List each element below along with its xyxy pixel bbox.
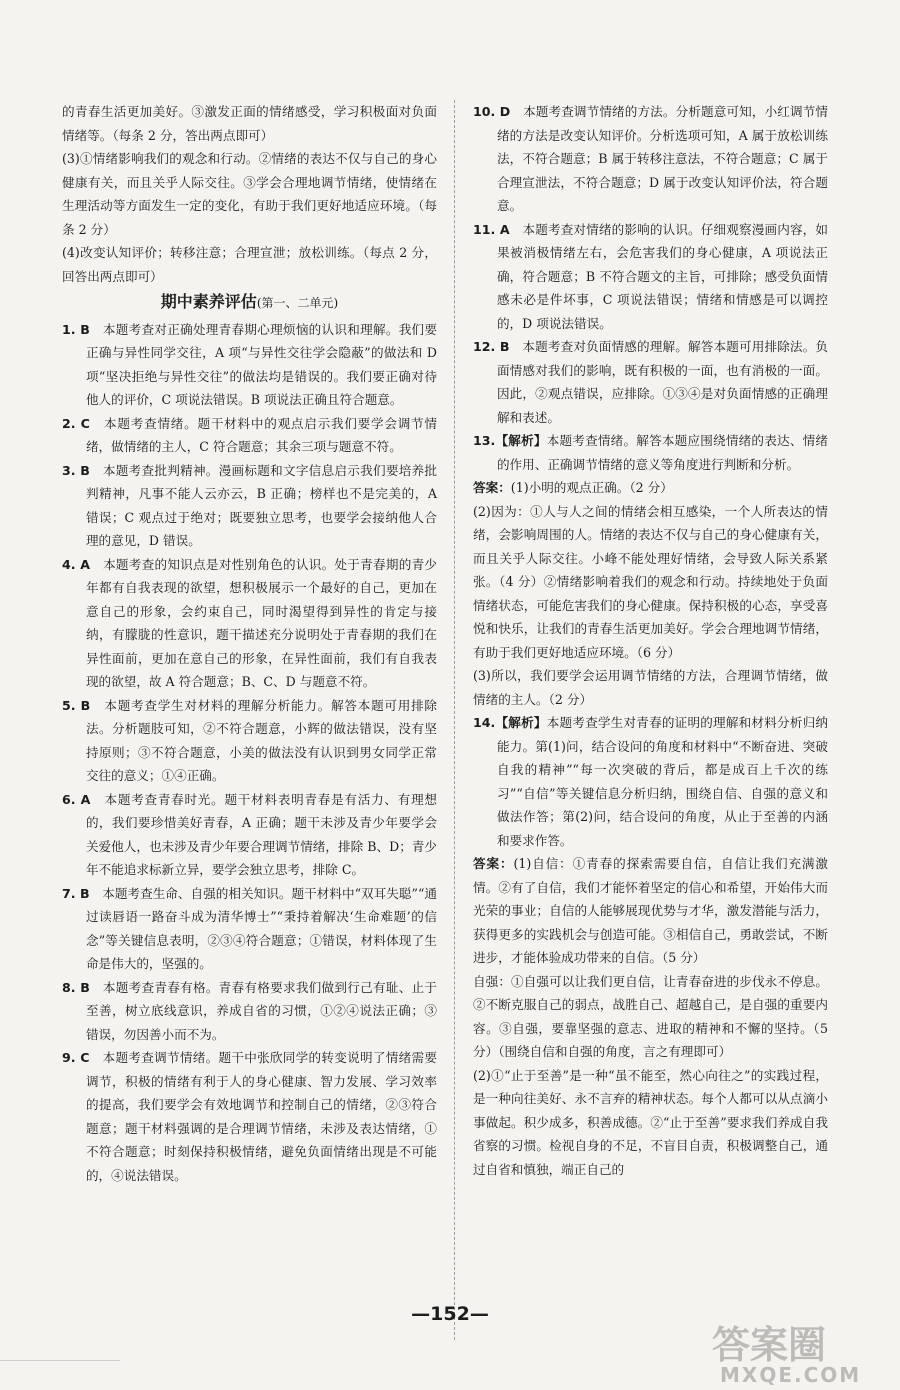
answer-text: 本题考查对情绪的影响的认识。仔细观察漫画内容，如果被消极情绪左右，会危害我们的身心健康，A 项说法正确，符合题意；B 不符合题文的主旨，可排除；感受负面情感未必是件坏事，C 项说法错误；情绪和情感是可以调控的，D 项说法错误。 [496, 221, 829, 331]
watermark-url-text: MXQE.COM [720, 1363, 862, 1386]
answer-text: 本题考查青春时光。题干材料表明青春是有活力、有理想的，我们要珍惜美好青春，A 正确；题干未涉及青少年要学会关爱他人，也未涉及青少年要合理调节情绪，排除 B、D；青少年不能追求标新立异，要学会独立思考，排除 C。 [85, 791, 438, 877]
analysis-label: 14.【解析】 [473, 715, 547, 730]
answer-text: 本题考查青春有格。青春有格要求我们做到行己有耻、止于至善，树立底线意识，养成自省的习惯，①②④说法正确；③错误，勿因善小而不为。 [85, 979, 437, 1042]
right-column [473, 100, 828, 1181]
answer-item-13-answer-3: (3)所以，我们要学会运用调节情绪的方法，合理调节情绪，做情绪的主人。（2 分） [473, 668, 828, 707]
answer-item-10 [473, 100, 828, 218]
answer-item-14-answer-3: (2)①“止于至善”是一种“虽不能至，然心向往之”的实践过程，是一种向往美好、永不言弃的精神状态。每个人都可以从点滴小事做起。积少成多，积善成德。②“止于至善”要求我们养成自我省察的习惯。检视自身的不足，不盲目自责，积极调整自己，通过自省和慎独，端正自己的 [473, 1067, 828, 1177]
bottom-rule [0, 1360, 120, 1361]
watermark-logo-text: 答案圈 [712, 1323, 827, 1367]
answer-number: 6. A [62, 791, 91, 807]
answer-item-1 [62, 318, 437, 412]
answer-number: 11. A [473, 221, 510, 237]
intro-paragraph-1: 的青春生活更加美好。③激发正面的情绪感受，学习积极面对负面情绪等。（每条 2 分，答出两点即可） [62, 104, 437, 143]
answer-item-14-analysis [473, 711, 828, 852]
answer-item-2 [62, 412, 437, 459]
answer-item-14-answer-2: 自强：①自强可以让我们更自信，让青春奋进的步伐永不停息。②不断克服自己的弱点，战胜自己、超越自己，是自强的重要内容。③自强，要靠坚强的意志、进取的精神和不懈的坚持。（5 分）（围绕自信和自强的角度，言之有理即可） [473, 973, 828, 1059]
section-subtitle: (第一、二单元) [256, 296, 339, 310]
answer-item-13-answer-2: (2)因为：①人与人之间的情绪会相互感染，一个人所表达的情绪，会影响周围的人。情绪的表达不仅与自己的身心健康有关，而且关乎人际交往。小峰不能处理好情绪，会导致人际关系紧张。（4 分）②情绪影响着我们的观念和行动。持续地处于负面情绪状态，可能危害我们的身心健康。保持积极的心态，享受喜悦和快乐，让我们的青春生活更加美好。学会合理地调节情绪，有助于我们更好地适应环境。（6 分） [473, 503, 828, 660]
answer-text: 本题考查生命、自强的相关知识。题干材料中“双耳失聪”“通过读唇语一路奋斗成为清华博士”“秉持着解决‘生命难题’的信念”等关键信息表明，②③④符合题意；①错误，材料体现了生命是伟大的，坚强的。 [85, 885, 438, 971]
answer-label: 答案： [473, 856, 514, 871]
answer-item-3 [62, 459, 437, 553]
answer-item-7 [62, 882, 437, 976]
answer-text: 本题考查对正确处理青春期心理烦恼的认识和理解。我们要正确与异性同学交往，A 项“与异性交往学会隐蔽”的做法和 D 项“坚决拒绝与异性交往”的做法均是错误的。我们要正确对待他人的评价，C 项说法错误。B 项说法正确且符合题意。 [85, 321, 437, 407]
answer-item-5 [62, 694, 437, 788]
answer-item-4 [62, 553, 437, 694]
answer-item-14-answer-1 [473, 852, 828, 970]
answer-label: 答案： [473, 480, 511, 495]
intro-paragraph-3: (4)改变认知评价；转移注意；合理宣泄；放松训练。（每点 2 分，回答出两点即可） [62, 245, 437, 284]
answer-text: (1)自信：①青春的探索需要自信，自信让我们充满激情。②有了自信，我们才能怀着坚定的信心和希望，开始伟大而光荣的事业；自信的人能够展现优势与才华，激发潜能与活力，获得更多的实践机会与创造可能。③相信自己，勇敢尝试，不断进步，才能体验成功带来的自信。（5 分） [473, 856, 829, 965]
answer-item-11 [473, 218, 828, 336]
intro-paragraph-2: (3)①情绪影响我们的观念和行动。②情绪的表达不仅与自己的身心健康有关，而且关乎人际交往。③学会合理地调节情绪，使情绪在生理活动等方面发生一定的变化，有助于我们更好地适应环境。（每条 2 分） [62, 151, 437, 237]
answer-item-13-answer-1 [473, 476, 828, 500]
answer-number: 1. B [62, 321, 90, 337]
analysis-text: 本题考查情绪。解答本题应围绕情绪的表达、情绪的作用、正确调节情绪的意义等角度进行判断和分析。 [496, 433, 829, 472]
answer-item-8 [62, 976, 437, 1047]
section-title-text: 期中素养评估 [160, 292, 257, 311]
column-divider [454, 100, 455, 1340]
answer-number: 5. B [62, 697, 91, 713]
page-number: —152— [411, 1303, 489, 1325]
answer-number: 3. B [62, 462, 90, 478]
answer-text: 本题考查学生对材料的理解分析能力。解答本题可用排除法。分析题肢可知，②不符合题意，小辉的做法错误，没有坚持原则；③不符合题意，小美的做法没有认识到男女同学正常交往的意义；①④正确。 [85, 697, 438, 783]
analysis-label: 13.【解析】 [473, 433, 547, 448]
answer-number: 4. A [62, 556, 90, 572]
answer-item-6 [62, 788, 437, 882]
answer-number: 10. D [473, 104, 511, 119]
answer-text: 本题考查对负面情感的理解。解答本题可用排除法。负面情感对我们的影响，既有积极的一面，也有消极的一面。因此，②观点错误，应排除。①③④是对负面情感的正确理解和表述。 [496, 339, 829, 425]
answer-text: (1)小明的观点正确。（2 分） [510, 480, 673, 495]
answer-text: 本题考查的知识点是对性别角色的认识。处于青春期的青少年都有自我表现的欲望，想积极展示一个最好的自己，更加在意自己的形象，会约束自己，同时渴望得到异性的肯定与接纳，有朦胧的性意识，题干描述充分说明处于青春期的我们在异性面前，更加在意自己的形象，在异性面前，我们有自我表现的欲望，故 A 符合题意；B、C、D 与题意不符。 [85, 556, 438, 689]
section-title [62, 290, 437, 316]
answer-text: 本题考查批判精神。漫画标题和文字信息启示我们要培养批判精神，凡事不能人云亦云，B 正确；榜样也不是完美的，A 错误；C 观点过于绝对；既要独立思考，也要学会接纳他人合理的意见，D 错误。 [85, 462, 437, 548]
answer-text: 本题考查调节情绪。题干中张欣同学的转变说明了情绪需要调节，积极的情绪有利于人的身心健康、智力发展、学习效率的提高，我们要学会有效地调节和控制自己的情绪，②③符合题意；题干材料强调的是合理调节情绪，未涉及表达情绪，①不符合题意；时刻保持积极情绪，避免负面情绪出现是不可能的，④说法错误。 [85, 1050, 437, 1183]
answer-number: 7. B [62, 885, 90, 901]
answer-text: 本题考查情绪。题干材料中的观点启示我们要学会调节情绪，做情绪的主人，C 符合题意；其余三项与题意不符。 [85, 415, 438, 454]
left-column [62, 100, 437, 1187]
answer-number: 8. B [62, 979, 90, 995]
answer-number: 9. C [62, 1050, 90, 1065]
answer-item-9 [62, 1046, 437, 1187]
analysis-text: 本题考查学生对青春的证明的理解和材料分析归纳能力。第(1)问，结合设问的角度和材料中“不断奋进、突破自我的精神”“每一次突破的背后，都是成百上千次的练习”“自信”等关键信息分析归纳，围绕自信、自强的意义和做法作答；第(2)问，结合设问的角度，从止于至善的内涵和要求作答。 [496, 715, 829, 848]
answer-item-12 [473, 335, 828, 429]
answer-number: 2. C [62, 415, 90, 431]
answer-number: 12. B [473, 339, 510, 354]
answer-item-13-analysis [473, 429, 828, 476]
answer-text: 本题考查调节情绪的方法。分析题意可知，小红调节情绪的方法是改变认知评价。分析选项可知，A 属于放松训练法，不符合题意；B 属于转移注意法，不符合题意；C 属于合理宣泄法，不符合题意；D 属于改变认知评价法，符合题意。 [496, 104, 828, 213]
watermark-logo-icon [712, 1318, 882, 1386]
